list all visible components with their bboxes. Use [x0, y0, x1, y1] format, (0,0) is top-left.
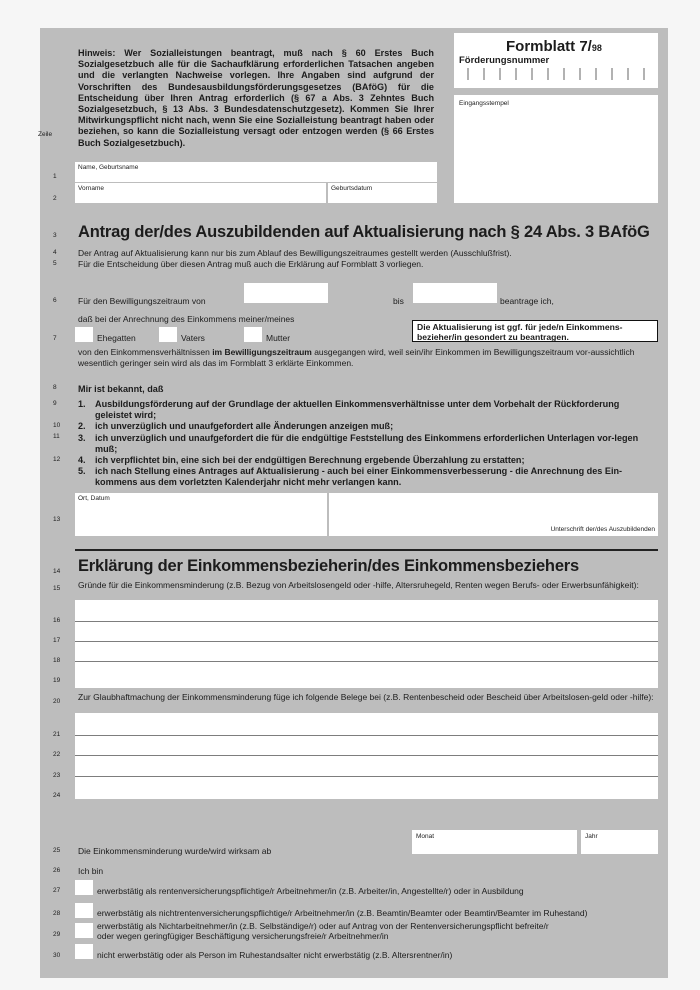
line-number: 14 [53, 568, 61, 575]
option-28-checkbox[interactable] [75, 903, 93, 918]
line-number: 18 [53, 657, 61, 664]
aktualisierung-note: Die Aktualisierung ist ggf. für jede/n Einkommens-bezieher/in gesondert zu beantragen. [412, 320, 658, 342]
foerderungsnummer-label: Förderungsnummer [459, 55, 550, 66]
jahr-field[interactable] [581, 830, 658, 854]
zeile-label: Zeile [38, 131, 53, 138]
point-text: ich unverzüglich und unaufgefordert alle Änderungen anzeigen muß; [95, 421, 394, 432]
beantrage-label: beantrage ich, [500, 296, 554, 306]
zeitraum-von-label: Für den Bewilligungszeitraum von [78, 296, 206, 306]
line-number: 24 [53, 792, 61, 799]
option-29-label: erwerbstätig als Nichtarbeitnehmer/in (z.B. Selbständige/r) oder auf Antrag von der Rentenversicherungspflicht befreite/r oder wegen geringfügiger Beschäftigung versicherungsfreie/r Arbeitnehmer/in [97, 921, 549, 941]
belege-input[interactable] [75, 713, 658, 799]
ehegatten-checkbox[interactable] [75, 327, 93, 342]
jahr-label: Jahr [585, 833, 598, 840]
line-number: 21 [53, 731, 61, 738]
point-number: 1. [78, 399, 86, 409]
line-number: 19 [53, 677, 61, 684]
gruende-label: Gründe für die Einkommensminderung (z.B. Bezug von Arbeitslosengeld oder -hilfe, Altersruhegeld, Renten wegen Berufs- oder Erwerbsunfähigkeit): [78, 580, 639, 590]
wirksam-label: Die Einkommensminderung wurde/wird wirksam ab [78, 846, 272, 856]
point-number: 3. [78, 432, 86, 443]
mutter-label: Mutter [266, 333, 291, 343]
list-item [78, 466, 658, 488]
line-number: 1 [53, 173, 57, 180]
zeitraum-bis-input[interactable] [413, 283, 497, 303]
line-number: 12 [53, 456, 61, 463]
list-item [78, 421, 658, 432]
line-number: 6 [53, 297, 57, 304]
ehegatten-label: Ehegatten [97, 333, 136, 343]
geburtsdatum-field[interactable] [328, 183, 437, 203]
point-text: ich nach Stellung eines Antrages auf Aktualisierung - auch bei einer Einkommensverbesserung - die Anrechnung des Ein-kommens aus dem vorletzten Kalenderjahr nicht mehr verlangen kann. [95, 466, 623, 488]
point-number: 4. [78, 455, 86, 466]
ruled-line [75, 776, 658, 777]
line-number: 26 [53, 867, 61, 874]
point-number: 2. [78, 421, 86, 432]
geburtsdatum-label: Geburtsdatum [331, 185, 373, 192]
name-field[interactable] [75, 162, 437, 182]
eingangsstempel-label: Eingangsstempel [459, 100, 509, 107]
line-number: 15 [53, 585, 61, 592]
glaubhaft-label: Zur Glaubhaftmachung der Einkommensminderung füge ich folgende Belege bei (z.B. Rentenbescheid oder Bescheid über Arbeitslosen-geld oder -hilfe): [78, 692, 654, 702]
vorname-field[interactable] [75, 183, 326, 203]
points-list [78, 399, 658, 489]
foerderungsnummer-ticks [458, 66, 654, 83]
unterschrift-label: Unterschrift der/des Auszubildenden [550, 526, 655, 533]
notice-text: Hinweis: Wer Sozialleistungen beantragt, muß nach § 60 Erstes Buch Sozialgesetzbuch alle für die Sachaufklärung erforderlichen Tatsachen angeben und die verlangten Nachweise vorlegen. Ihre Angaben sind aufgrund der Vorschriften des Bundesausbildungsförderungsgesetzes (BAföG) für die Entscheidung über Ihren Antrag erforderlich (§ 67 a Abs. 3 Zehntes Buch Sozialgesetzbuch, § 13 Abs. 3 Bundesdatenschutzgesetz). Kommen Sie Ihrer Mitwirkungspflicht nicht nach, wenn Sie eine Sozialleistung beantragt haben oder beziehen, so kann die Sozialleistung versagt oder entzogen werden (§ 66 Erstes Buch Sozialgesetzbuch). [78, 48, 434, 148]
line-number: 10 [53, 422, 61, 429]
line-number: 7 [53, 335, 57, 342]
list-item [78, 455, 658, 466]
line-number: 30 [53, 952, 61, 959]
vaters-checkbox[interactable] [159, 327, 177, 342]
monat-label: Monat [416, 833, 435, 840]
option-27-checkbox[interactable] [75, 880, 93, 895]
line-number: 22 [53, 751, 61, 758]
line-number: 8 [53, 384, 57, 391]
erklaerung-title: Erklärung der Einkommensbezieherin/des Einkommensbeziehers [78, 557, 579, 575]
option-29-checkbox[interactable] [75, 923, 93, 938]
von-den-text [78, 347, 658, 368]
antrag-info-1: Der Antrag auf Aktualisierung kann nur bis zum Ablauf des Bewilligungszeitraumes gestellt werden (Ausschlußfrist). [78, 248, 512, 258]
line-number: 11 [53, 433, 60, 440]
formblatt-label: Formblatt 7/ [506, 38, 592, 55]
name-label: Name, Geburtsname [78, 164, 139, 171]
mutter-checkbox[interactable] [244, 327, 262, 342]
line-number: 23 [53, 772, 61, 779]
list-item [78, 399, 658, 421]
vorname-label: Vorname [78, 185, 105, 192]
line-number: 17 [53, 637, 61, 644]
eingangsstempel-box [454, 95, 658, 203]
unterschrift-field[interactable] [329, 493, 658, 536]
line-number: 27 [53, 887, 61, 894]
ruled-line [75, 621, 658, 622]
line-number: 28 [53, 910, 61, 917]
ort-datum-label: Ort, Datum [78, 495, 110, 502]
list-item [78, 433, 658, 455]
dass-label: daß bei der Anrechnung des Einkommens meiner/meines [78, 314, 295, 324]
formblatt-year: 98 [591, 43, 602, 53]
ruled-line [75, 661, 658, 662]
option-27-label: erwerbstätig als rentenversicherungspflichtige/r Arbeitnehmer/in (z.B. Arbeiter/in, Angestellte/r) oder in Ausbildung [97, 886, 524, 896]
line-number: 3 [53, 232, 57, 239]
section-divider [75, 549, 658, 551]
line-number: 4 [53, 249, 57, 256]
option-28-label: erwerbstätig als nichtrentenversicherungspflichtige/r Arbeitnehmer/in (z.B. Beamtin/Beamter oder Beamtin/Beamter im Ruhestand) [97, 908, 588, 918]
antrag-info-2: Für die Entscheidung über diesen Antrag muß auch die Erklärung auf Formblatt 3 vorliegen. [78, 259, 424, 269]
line-number: 5 [53, 260, 57, 267]
line-number: 16 [53, 617, 61, 624]
mir-bekannt-label: Mir ist bekannt, daß [78, 384, 164, 394]
line-number: 13 [53, 516, 61, 523]
ich-bin-label: Ich bin [78, 866, 104, 876]
ruled-line [75, 735, 658, 736]
line-number: 20 [53, 698, 61, 705]
von-den-bold: im Bewilligungszeitraum [212, 347, 312, 357]
option-30-checkbox[interactable] [75, 944, 93, 959]
ort-datum-field[interactable] [75, 493, 327, 536]
line-number: 9 [53, 400, 57, 407]
monat-field[interactable] [412, 830, 577, 854]
ruled-line [75, 755, 658, 756]
option-30-label: nicht erwerbstätig oder als Person im Ruhestandsalter nicht erwerbstätig (z.B. Altersrentner/in) [97, 950, 453, 960]
vaters-label: Vaters [181, 333, 205, 343]
gruende-input[interactable] [75, 600, 658, 688]
point-text: ich unverzüglich und unaufgefordert die für die endgültige Feststellung des Einkommens erforderlichen Unterlagen vor-legen muß; [95, 432, 639, 454]
foerderungsnummer-input[interactable] [458, 66, 654, 83]
formblatt-box [454, 33, 658, 88]
zeitraum-von-input[interactable] [244, 283, 328, 303]
von-den-post: ausgegangen wird, weil sein/ihr Einkommen im Bewilligungszeitraum vor-aussichtlich wesentlich geringer sein wird als das im Formblatt 3 erklärte Einkommen. [78, 347, 635, 368]
point-text: ich verpflichtet bin, eine sich bei der endgültigen Berechnung ergebende Überzahlung zu erstatten; [95, 455, 525, 466]
ruled-line [75, 641, 658, 642]
bis-label: bis [393, 296, 404, 306]
line-number: 2 [53, 195, 57, 202]
antrag-title: Antrag der/des Auszubildenden auf Aktualisierung nach § 24 Abs. 3 BAföG [78, 223, 650, 241]
line-number: 25 [53, 847, 61, 854]
formblatt-title [506, 38, 602, 56]
line-number: 29 [53, 931, 61, 938]
von-den-pre: von den Einkommensverhältnissen [78, 347, 213, 357]
point-number: 5. [78, 466, 86, 477]
point-text: Ausbildungsförderung auf der Grundlage der aktuellen Einkommensverhältnisse unter dem Vorbehalt der Rückforderung geleistet wird; [95, 399, 620, 421]
